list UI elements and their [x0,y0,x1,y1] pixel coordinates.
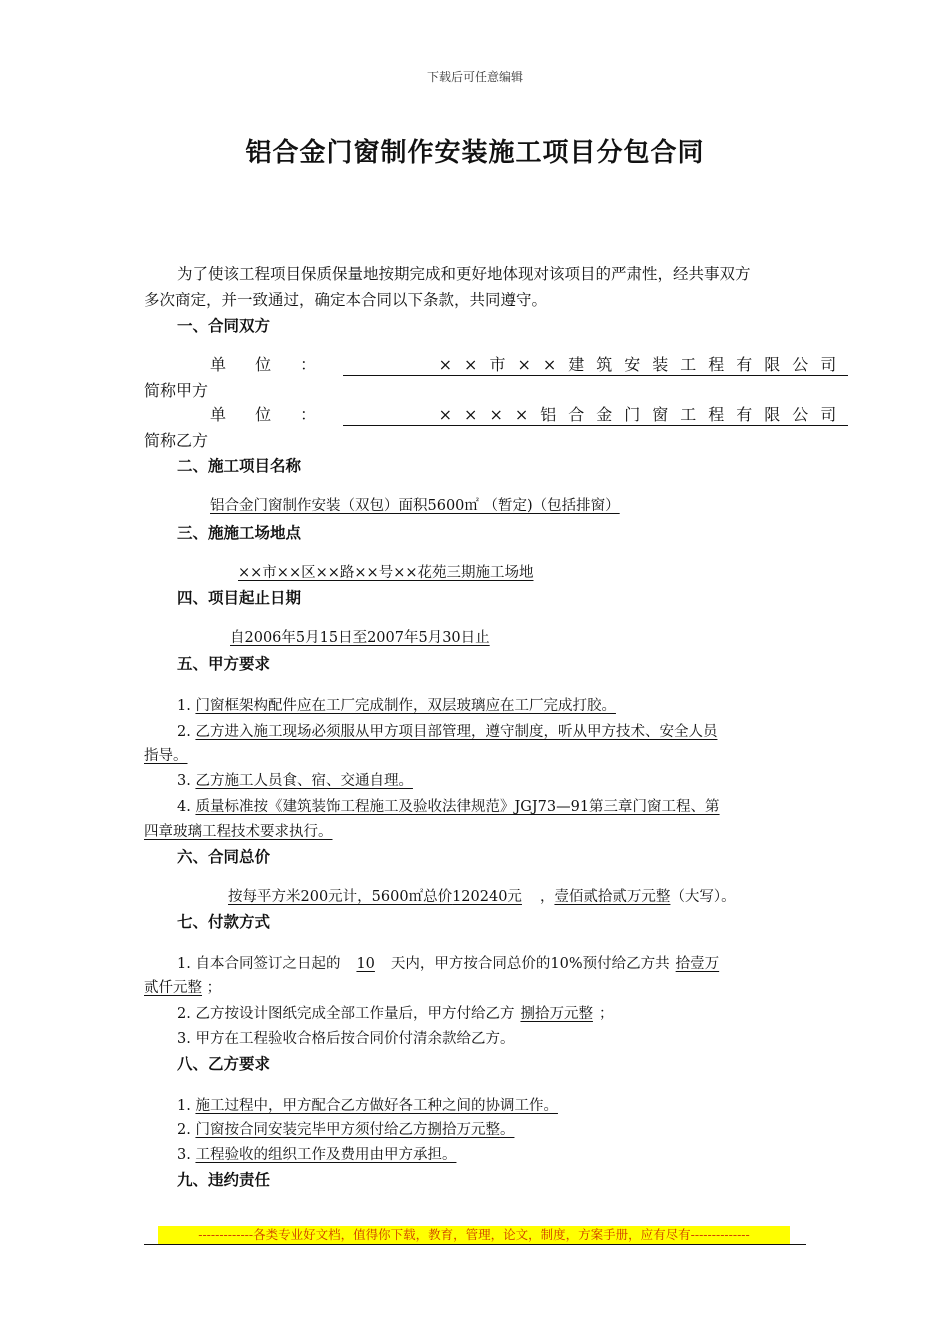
list-item: 4. 质量标准按《建筑装饰工程施工及验收法律规范》JGJ73—91第三章门窗工程、第 [177,799,720,815]
footer-banner: -------------各类专业好文档，值得你下载，教育，管理，论文，制度，方案手册，应有尽有-------------- [158,1226,790,1244]
payment-item-1: 1. 自本合同签订之日起的 10 天内，甲方按合同总价的10%预付给乙方共 拾壹万 [177,956,720,972]
party-b-name: ××××铝合金门窗工程有限公司 [343,402,848,426]
list-item: 2. 乙方进入施工现场必须服从甲方项目部管理，遵守制度，听从甲方技术、安全人员 [177,724,718,740]
list-item: 1. 施工过程中，甲方配合乙方做好各工种之间的协调工作。 [177,1098,558,1114]
section-heading-party-a-requirements: 五、甲方要求 [177,655,271,673]
payment-days: 10 [356,956,375,972]
section-heading-liability: 九、违约责任 [177,1171,271,1189]
party-a-label: 单 位 ： [210,355,329,374]
payment-item-3: 3. 甲方在工程验收合格后按合同价付清余款给乙方。 [177,1031,515,1047]
list-item: 3. 乙方施工人员食、宿、交通自理。 [177,773,413,789]
footer-divider [144,1244,806,1245]
intro-line-2: 多次商定，并一致通过，确定本合同以下条款，共同遵守。 [144,291,548,309]
party-b-line [210,402,848,426]
party-b-alias: 简称乙方 [144,431,209,450]
section-heading-payment: 七、付款方式 [177,913,271,931]
party-a-line [210,352,848,376]
list-item-continuation: 指导。 [144,748,188,764]
page-header-note: 下载后可任意编辑 [426,70,523,84]
section-heading-site: 三、施施工场地点 [177,524,302,542]
project-name-text: 铝合金门窗制作安装（双包）面积5600㎡ （暂定)（包括排窗） [210,498,620,514]
payment-item-1-continuation: 贰仟元整 ； [144,980,222,996]
payment-item-2: 2. 乙方按设计图纸完成全部工作量后，甲方付给乙方 捌拾万元整 ； [177,1006,614,1022]
party-b-label: 单 位 ： [210,405,329,424]
list-item: 2. 门窗按合同安装完毕甲方须付给乙方捌拾万元整。 [177,1122,515,1138]
section-heading-total-price: 六、合同总价 [177,848,271,866]
document-title: 铝合金门窗制作安装施工项目分包合同 [245,138,705,168]
list-item: 1. 门窗框架构配件应在工厂完成制作，双层玻璃应在工厂完成打胶。 [177,698,616,714]
intro-line-1: 为了使该工程项目保质保量地按期完成和更好地体现对该项目的严肃性，经共事双方 [177,265,751,283]
party-a-name: ××市××建筑安装工程有限公司 [343,352,848,376]
section-heading-parties: 一、合同双方 [177,317,271,335]
section-heading-project-name: 二、施工项目名称 [177,457,302,475]
section-heading-party-b-requirements: 八、乙方要求 [177,1055,271,1073]
list-item: 3. 工程验收的组织工作及费用由甲方承担。 [177,1147,457,1163]
project-dates-text: 自2006年5月15日至2007年5月30日止 [230,630,490,646]
party-a-alias: 简称甲方 [144,381,209,400]
total-amount-words: 壹佰贰拾贰万元整 [554,889,671,905]
total-amount: 120240元 [452,889,522,905]
total-price-line: 按每平方米200元计，5600㎡总价120240元 ，壹佰贰拾贰万元整（大写）。 [210,885,736,906]
site-address-text: ××市××区××路××号××花苑三期施工场地 [238,565,534,581]
list-item-continuation: 四章玻璃工程技术要求执行。 [144,824,333,840]
price-basis: 按每平方米200元计，5600㎡总价 [228,889,453,905]
section-heading-dates: 四、项目起止日期 [177,589,302,607]
